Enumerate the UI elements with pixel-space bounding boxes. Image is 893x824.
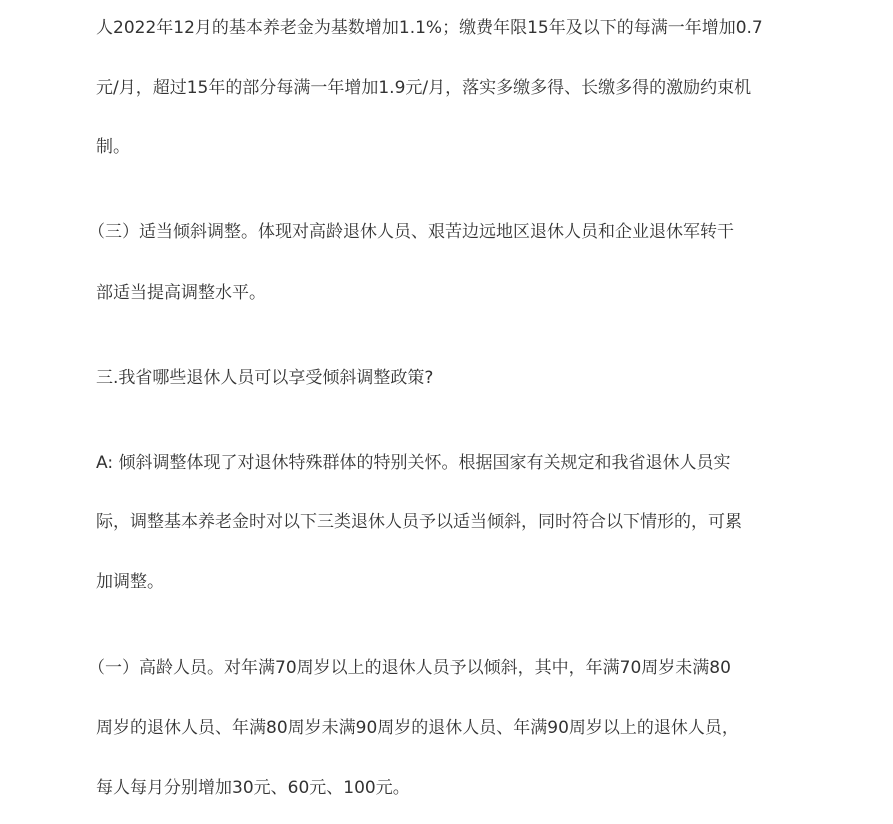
paragraph-elderly-line-3: 每人每月分别增加30元、60元、100元。 bbox=[96, 778, 410, 798]
paragraph-increase-line-2: 元/月，超过15年的部分每满一年增加1.9元/月，落实多缴多得、长缴多得的激励约束机 bbox=[96, 78, 752, 98]
answer-line-2: 际，调整基本养老金时对以下三类退休人员予以适当倾斜，同时符合以下情形的，可累 bbox=[96, 512, 742, 532]
paragraph-elderly-line-1: （一）高龄人员。对年满70周岁以上的退休人员予以倾斜，其中，年满70周岁未满80 bbox=[88, 658, 731, 678]
question-heading: 三.我省哪些退休人员可以享受倾斜调整政策? bbox=[96, 368, 434, 388]
answer-line-1: A: 倾斜调整体现了对退休特殊群体的特别关怀。根据国家有关规定和我省退休人员实 bbox=[96, 453, 731, 473]
paragraph-elderly-line-2: 周岁的退休人员、年满80周岁未满90周岁的退休人员、年满90周岁以上的退休人员， bbox=[96, 718, 739, 738]
paragraph-increase-line-1: 人2022年12月的基本养老金为基数增加1.1%；缴费年限15年及以下的每满一年增加0.7 bbox=[96, 18, 763, 38]
paragraph-increase-line-3: 制。 bbox=[96, 137, 130, 157]
answer-line-3: 加调整。 bbox=[96, 572, 164, 592]
paragraph-tilt-line-1: （三）适当倾斜调整。体现对高龄退休人员、艰苦边远地区退休人员和企业退休军转干 bbox=[88, 222, 734, 242]
paragraph-tilt-line-2: 部适当提高调整水平。 bbox=[96, 283, 266, 303]
